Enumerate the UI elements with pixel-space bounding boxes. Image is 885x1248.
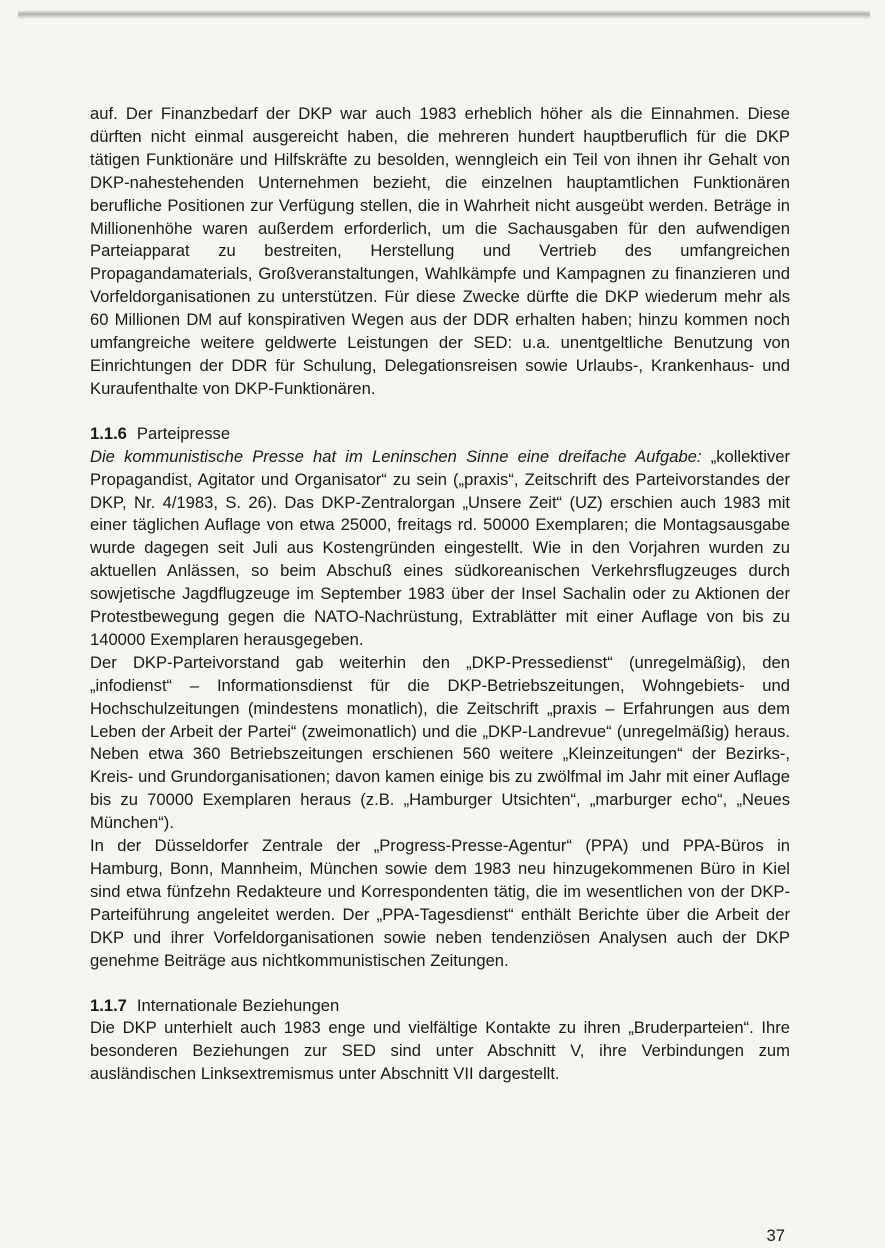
section-title: Parteipresse <box>136 423 231 443</box>
paragraph: Die DKP unterhielt auch 1983 enge und vielfältige Kontakte zu ihren „Bruderparteien“. Ihre besonderen Beziehungen zur SED sind unter Abschnitt V, ihre Verbindungen zum ausländischen Linksextremismus unter Abschnitt VII dargestellt. <box>90 1018 790 1084</box>
section-number: 1.1.6 <box>90 423 127 443</box>
paragraph: Der DKP-Parteivorstand gab weiterhin den „DKP-Pressedienst“ (unregelmäßig), den „infodienst“ – Informationsdienst für die DKP-Betriebszeitungen, Wohngebiets- und Hochschulzeitungen (mindestens monatlich), die Zeitschrift „praxis – Erfahrungen aus dem Leben der Arbeit der Partei“ (zweimonatlich) und die „DKP-Landrevue“ (unregelmäßig) heraus. Neben etwa 360 Betriebszeitungen erschienen 560 weitere „Kleinzeitungen“ der Bezirks-, Kreis- und Grundorganisationen; davon kamen einige bis zu zwölfmal im Jahr mit einer Auflage bis zu 70000 Exemplaren heraus (z.B. „Hamburger Utsichten“, „marburger echo“, „Neues München“). <box>90 652 790 833</box>
paragraph-text: „kollektiver Propagandist, Agitator und Organisator“ zu sein („praxis“, Zeitschrift des Parteivorstandes der DKP, Nr. 4/1983, S. 26). Das DKP-Zentralorgan „Unsere Zeit“ (UZ) erschien auch 1983 mit einer täglichen Auflage von etwa 25000, freitags rd. 50000 Exemplaren; die Montagsausgabe wurde dagegen seit Juli aus Kostengründen eingestellt. Wie in den Vorjahren wurden zu aktuellen Anlässen, so beim Abschuß eines südkoreanischen Verkehrsflugzeuges durch sowjetische Jagdflugzeuge im September 1983 über der Insel Sachalin oder zu Aktionen der Protestbewegung gegen die NATO-Nachrüstung, Extrablätter mit einer Auflage von bis zu 140000 Exemplaren herausgegeben. <box>90 446 790 649</box>
section-heading <box>90 995 790 1018</box>
paragraph: In der Düsseldorfer Zentrale der „Progress-Presse-Agentur“ (PPA) und PPA-Büros in Hamburg, Bonn, Mannheim, München sowie dem 1983 neu hinzugekommenen Büro in Kiel sind etwa fünfzehn Redakteure und Korrespondenten tätig, die im wesentlichen von der DKP-Parteiführung angeleitet werden. Der „PPA-Tagesdienst“ enthält Berichte über die Arbeit der DKP und ihrer Vorfeldorganisationen sowie neben tendenziösen Analysen auch der DKP genehme Beiträge aus nichtkommunistischen Zeitungen. <box>90 836 790 970</box>
page-number: 37 <box>766 1226 785 1245</box>
page-body <box>90 103 790 1086</box>
section-heading <box>90 423 790 446</box>
top-scan-shadow <box>18 10 870 19</box>
section-parteipresse <box>90 423 790 973</box>
intro-paragraph: auf. Der Finanzbedarf der DKP war auch 1983 erheblich höher als die Einnahmen. Diese dürften nicht einmal ausgereicht haben, die mehreren hundert hauptberuflich für die DKP tätigen Funktionäre und Hilfskräfte zu besolden, wenngleich ein Teil von ihnen ihr Gehalt von DKP-nahestehenden Unternehmen bezieht, die einzelnen hauptamtlichen Funktionären berufliche Positionen zur Verfügung stellen, die in Wahrheit nicht ausgeübt werden. Beträge in Millionenhöhe waren außerdem erforderlich, um die Sachausgaben für den aufwendigen Parteiapparat zu bestreiten, Herstellung und Vertrieb des umfangreichen Propagandamaterials, Großveranstaltungen, Wahlkämpfe und Kampagnen zu finanzieren und Vorfeldorganisationen zu unterstützen. Für diese Zwecke dürfte die DKP wiederum mehr als 60 Millionen DM auf konspirativen Wegen aus der DDR erhalten haben; hinzu kommen noch umfangreiche weitere geldwerte Leistungen der SED: u.a. unentgeltliche Benutzung von Einrichtungen der DDR für Schulung, Delegationsreisen sowie Urlaubs-, Krankenhaus- und Kuraufenthalte von DKP-Funktionären. <box>90 104 790 398</box>
paragraph <box>90 446 790 652</box>
italic-lead: Die kommunistische Presse hat im Leninschen Sinne eine dreifache Aufgabe: <box>90 446 702 466</box>
section-title: Internationale Beziehungen <box>136 995 340 1015</box>
section-number: 1.1.7 <box>90 995 127 1015</box>
section-internationale-beziehungen <box>90 995 790 1087</box>
